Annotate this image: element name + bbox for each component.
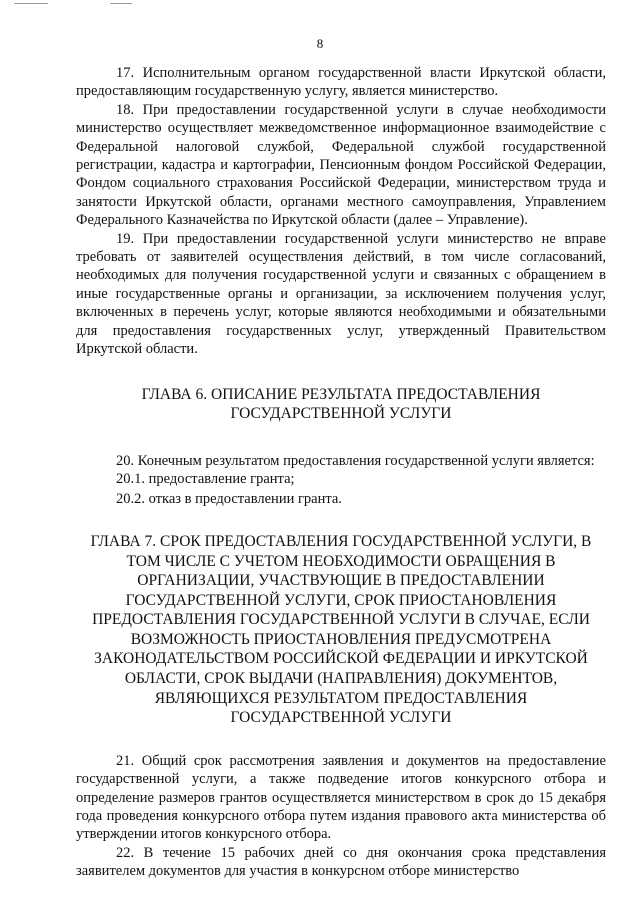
page-number: 8 (316, 36, 324, 51)
document-body (76, 64, 606, 881)
scan-edge-mark (110, 3, 132, 4)
chapter-6-title: ГЛАВА 6. ОПИСАНИЕ РЕЗУЛЬТАТА ПРЕДОСТАВЛЕНИЯ ГОСУДАРСТВЕННОЙ УСЛУГИ (141, 385, 541, 423)
paragraph-17: 17. Исполнительным органом государственной власти Иркутской области, предоставляющим государственную услугу, является министерство. (76, 65, 606, 100)
chapter-7-title: ГЛАВА 7. СРОК ПРЕДОСТАВЛЕНИЯ ГОСУДАРСТВЕННОЙ УСЛУГИ, В ТОМ ЧИСЛЕ С УЧЕТОМ НЕОБХОДИМОСТИ ОБРАЩЕНИЯ В ОРГАНИЗАЦИИ, УЧАСТВУЮЩИЕ В ПРЕДОСТАВЛЕНИИ ГОСУДАРСТВЕННОЙ УСЛУГИ, СРОК ПРИОСТАНОВЛЕНИЯ ПРЕДОСТАВЛЕНИЯ ГОСУДАРСТВЕННОЙ УСЛУГИ В СЛУЧАЕ, ЕСЛИ ВОЗМОЖНОСТЬ ПРИОСТАНОВЛЕНИЯ ПРЕДУСМОТРЕНА ЗАКОНОДАТЕЛЬСТВОМ РОССИЙСКОЙ ФЕДЕРАЦИИ И ИРКУТСКОЙ ОБЛАСТИ, СРОК ВЫДАЧИ (НАПРАВЛЕНИЯ) ДОКУМЕНТОВ, ЯВЛЯЮЩИХСЯ РЕЗУЛЬТАТОМ ПРЕДОСТАВЛЕНИЯ ГОСУДАРСТВЕННОЙ УСЛУГИ (90, 532, 592, 727)
paragraph-21: 21. Общий срок рассмотрения заявления и документов на предоставление государственной услуги, а также подведение итогов конкурсного отбора и определение размеров грантов осуществляется министерством в срок до 15 декабря года проведения конкурсного отбора путем издания правового акта министерства об утверждении итогов конкурсного отбора. (76, 752, 606, 843)
paragraph-22: 22. В течение 15 рабочих дней со дня окончания срока представления заявителем документов для участия в конкурсном отборе министерство (76, 844, 606, 880)
paragraph-18: 18. При предоставлении государственной услуги в случае необходимости министерство осуществляет межведомственное информационное взаимодействие с Федеральной налоговой службой, Федеральной службой государственной регистрации, кадастра и картографии, Пенсионным фондом Российской Федерации, Фондом социального страхования Российской Федерации, министерством труда и занятости Иркутской области, органами местного самоуправления, Управлением Федерального Казначейства по Иркутской области (далее – Управление). (76, 101, 606, 229)
list-item: 20.2. отказ в предоставлении гранта. (116, 490, 342, 507)
scan-edge-mark (14, 3, 48, 4)
list-item: 20.1. предоставление гранта; (116, 471, 295, 488)
paragraph-19: 19. При предоставлении государственной услуги министерство не вправе требовать от заявителей осуществления действий, в том числе согласований, необходимых для получения государственной услуги и связанных с обращением в иные государственные органы и организации, за исключением получения услуг, включенных в перечень услуг, которые являются необходимыми и обязательными для предоставления государственных услуг, утвержденный Правительством Иркутской области. (76, 230, 606, 358)
paragraph-20: 20. Конечным результатом предоставления государственной услуги является: (116, 452, 595, 469)
